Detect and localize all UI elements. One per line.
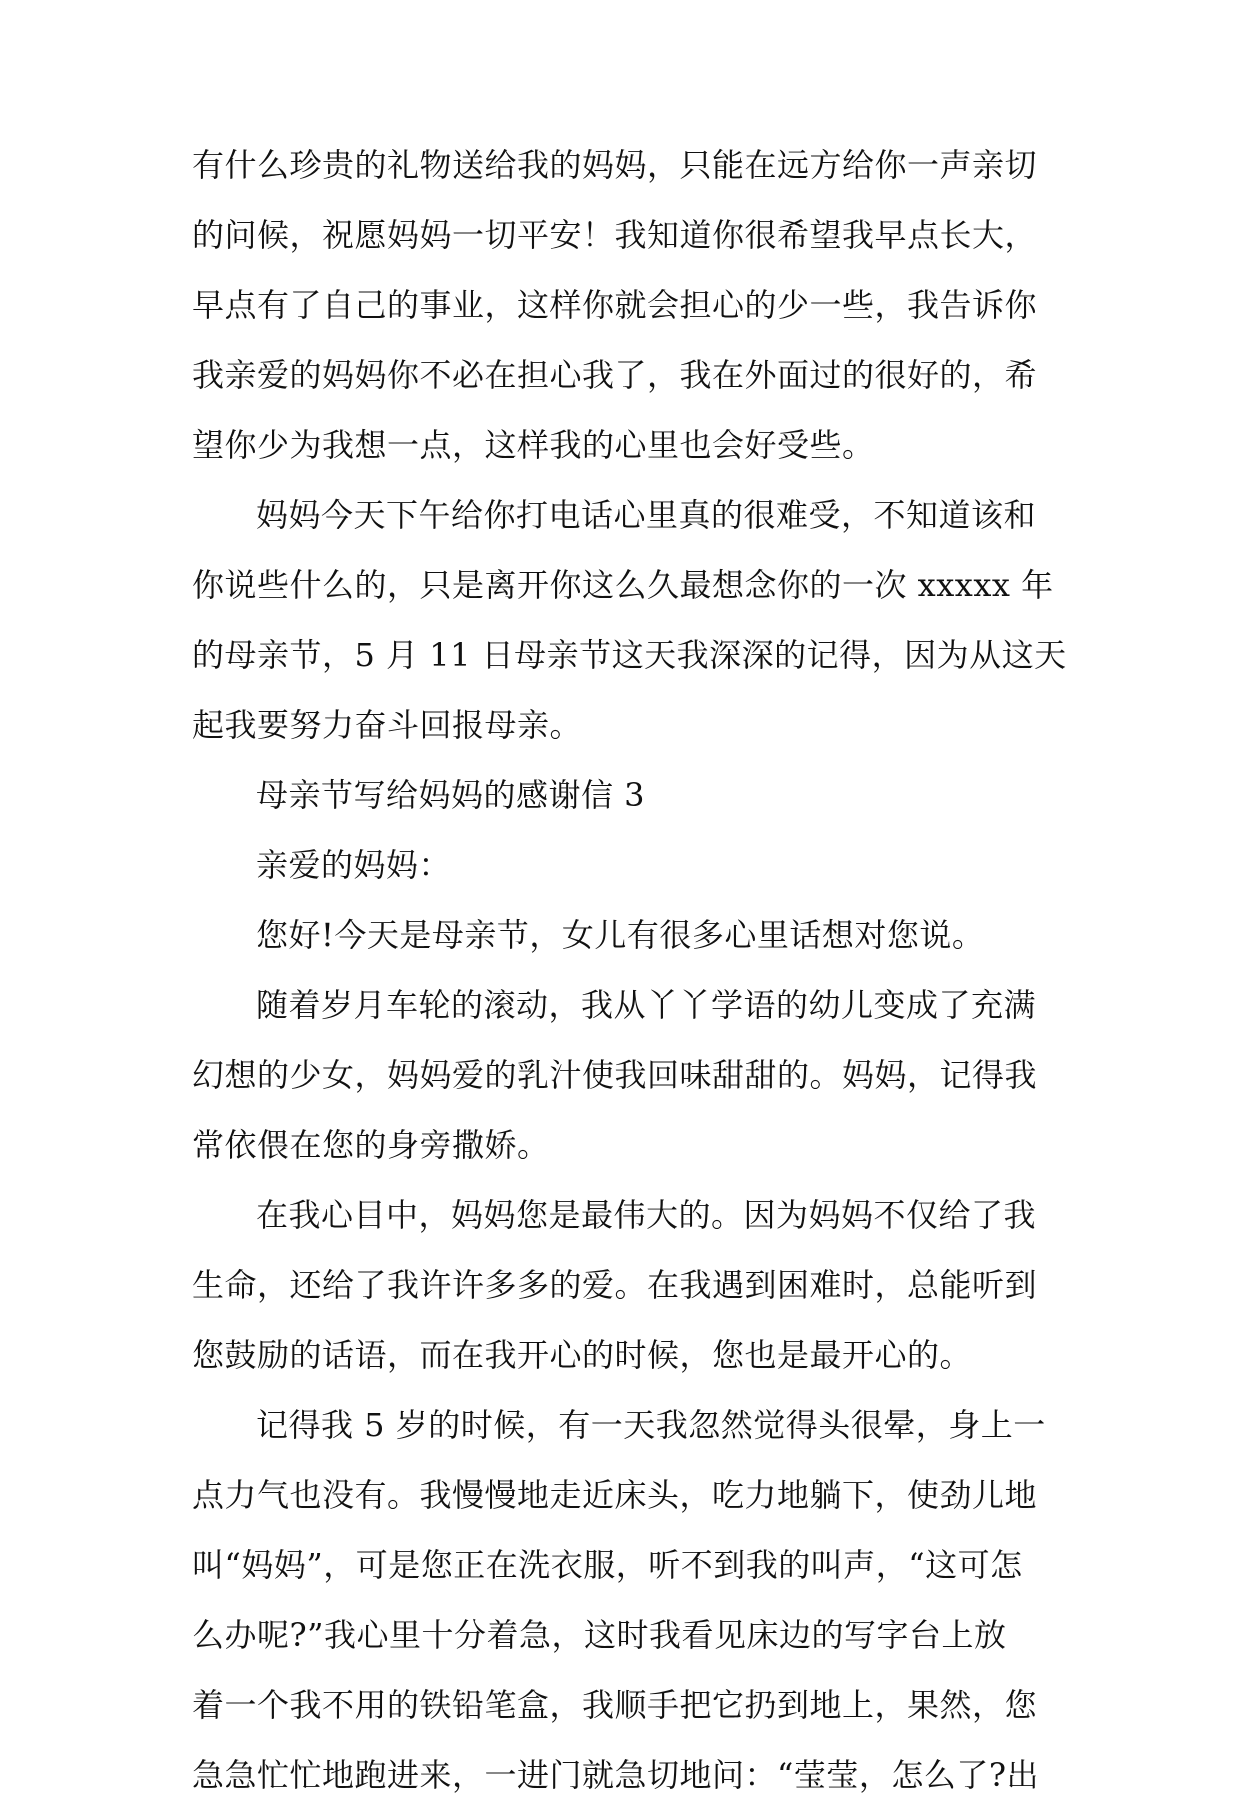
text-line: 早点有了自己的事业，这样你就会担心的少一些，我告诉你: [192, 286, 1038, 324]
text-line: 望你少为我想一点，这样我的心里也会好受些。: [192, 426, 875, 464]
text-line: 有什么珍贵的礼物送给我的妈妈，只能在远方给你一声亲切: [192, 146, 1038, 184]
text-line: 的问候，祝愿妈妈一切平安！我知道你很希望我早点长大，: [192, 216, 1038, 254]
text-line: 生命，还给了我许许多多的爱。在我遇到困难时，总能听到: [192, 1266, 1038, 1304]
text-line: 你说些什么的，只是离开你这么久最想念你的一次 xxxxx 年: [192, 566, 1054, 604]
text-line: 常依偎在您的身旁撒娇。: [192, 1126, 550, 1164]
text-line: 急急忙忙地跑进来，一进门就急切地问：“莹莹，怎么了?出: [192, 1756, 1040, 1794]
document-body: [192, 130, 1067, 1810]
text-line: 您鼓励的话语，而在我开心的时候，您也是最开心的。: [192, 1336, 973, 1374]
text-line: 我亲爱的妈妈你不必在担心我了，我在外面过的很好的，希: [192, 356, 1038, 394]
text-line: 随着岁月车轮的滚动，我从丫丫学语的幼儿变成了充满: [256, 986, 1037, 1024]
text-line: 在我心目中，妈妈您是最伟大的。因为妈妈不仅给了我: [256, 1196, 1037, 1234]
text-line: 您好!今天是母亲节，女儿有很多心里话想对您说。: [256, 916, 985, 954]
text-line: 起我要努力奋斗回报母亲。: [192, 706, 583, 744]
text-line: 的母亲节，5 月 11 日母亲节这天我深深的记得，因为从这天: [192, 636, 1067, 674]
text-line: 妈妈今天下午给你打电话心里真的很难受，不知道该和: [256, 496, 1037, 534]
text-line: 叫“妈妈”，可是您正在洗衣服，听不到我的叫声，“这可怎: [192, 1546, 1023, 1584]
text-line: 亲爱的妈妈：: [256, 846, 452, 884]
text-line: 记得我 5 岁的时候，有一天我忽然觉得头很晕，身上一: [256, 1406, 1046, 1444]
text-line: 着一个我不用的铁铅笔盒，我顺手把它扔到地上，果然，您: [192, 1686, 1038, 1724]
text-line: 么办呢?”我心里十分着急，这时我看见床边的写字台上放: [192, 1616, 1007, 1654]
text-line: 母亲节写给妈妈的感谢信 3: [256, 776, 646, 814]
text-line: 幻想的少女，妈妈爱的乳汁使我回味甜甜的。妈妈，记得我: [192, 1056, 1038, 1094]
text-line: 点力气也没有。我慢慢地走近床头，吃力地躺下，使劲儿地: [192, 1476, 1038, 1514]
